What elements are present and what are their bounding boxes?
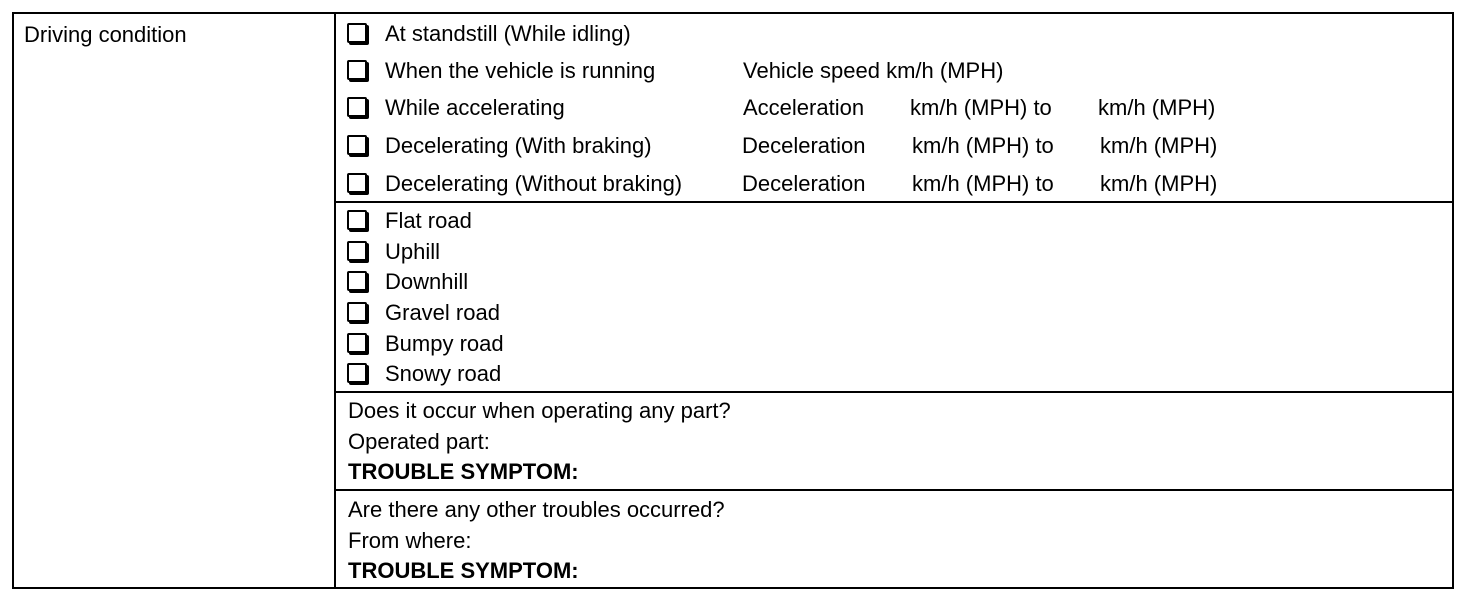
condition-label: When the vehicle is running — [385, 58, 656, 83]
to-speed-field: km/h (MPH) — [1098, 95, 1216, 120]
from-speed-field: km/h (MPH) to — [912, 171, 1054, 196]
checkbox[interactable] — [347, 271, 367, 291]
acceleration-label: Acceleration — [743, 95, 865, 120]
to-speed-field: km/h (MPH) — [1100, 171, 1218, 196]
checkbox[interactable] — [347, 241, 367, 261]
deceleration-label: Deceleration — [742, 171, 866, 196]
trouble-symptom-label: TROUBLE SYMPTOM: — [348, 459, 579, 484]
road-label: Uphill — [385, 239, 441, 264]
vehicle-speed-field: Vehicle speed km/h (MPH) — [743, 58, 1004, 83]
road-label: Flat road — [385, 208, 472, 233]
road-label: Bumpy road — [385, 331, 504, 356]
checkbox[interactable] — [347, 60, 367, 80]
section-divider — [336, 391, 1452, 393]
section-divider — [336, 489, 1452, 491]
road-label: Snowy road — [385, 361, 502, 386]
checkbox[interactable] — [347, 363, 367, 383]
condition-label: Decelerating (Without braking) — [385, 171, 683, 196]
to-speed-field: km/h (MPH) — [1100, 133, 1218, 158]
section-divider — [336, 201, 1452, 203]
checkbox[interactable] — [347, 173, 367, 193]
checkbox[interactable] — [347, 97, 367, 117]
condition-label: At standstill (While idling) — [385, 21, 631, 46]
driving-condition-form — [12, 12, 1454, 589]
deceleration-label: Deceleration — [742, 133, 866, 158]
operation-question: Does it occur when operating any part? — [348, 398, 731, 423]
road-label: Downhill — [385, 269, 469, 294]
condition-label: While accelerating — [385, 95, 565, 120]
checkbox[interactable] — [347, 135, 367, 155]
checkbox[interactable] — [347, 210, 367, 230]
checkbox[interactable] — [347, 302, 367, 322]
column-divider — [334, 14, 336, 587]
road-label: Gravel road — [385, 300, 500, 325]
trouble-symptom-label: TROUBLE SYMPTOM: — [348, 558, 579, 583]
checkbox[interactable] — [347, 23, 367, 43]
from-where-field[interactable]: From where: — [348, 528, 472, 553]
checkbox[interactable] — [347, 333, 367, 353]
from-speed-field: km/h (MPH) to — [912, 133, 1054, 158]
condition-label: Decelerating (With braking) — [385, 133, 652, 158]
from-speed-field: km/h (MPH) to — [910, 95, 1052, 120]
operated-part-field[interactable]: Operated part: — [348, 429, 490, 454]
row-label: Driving condition — [24, 22, 187, 47]
other-troubles-question: Are there any other troubles occurred? — [348, 497, 725, 522]
